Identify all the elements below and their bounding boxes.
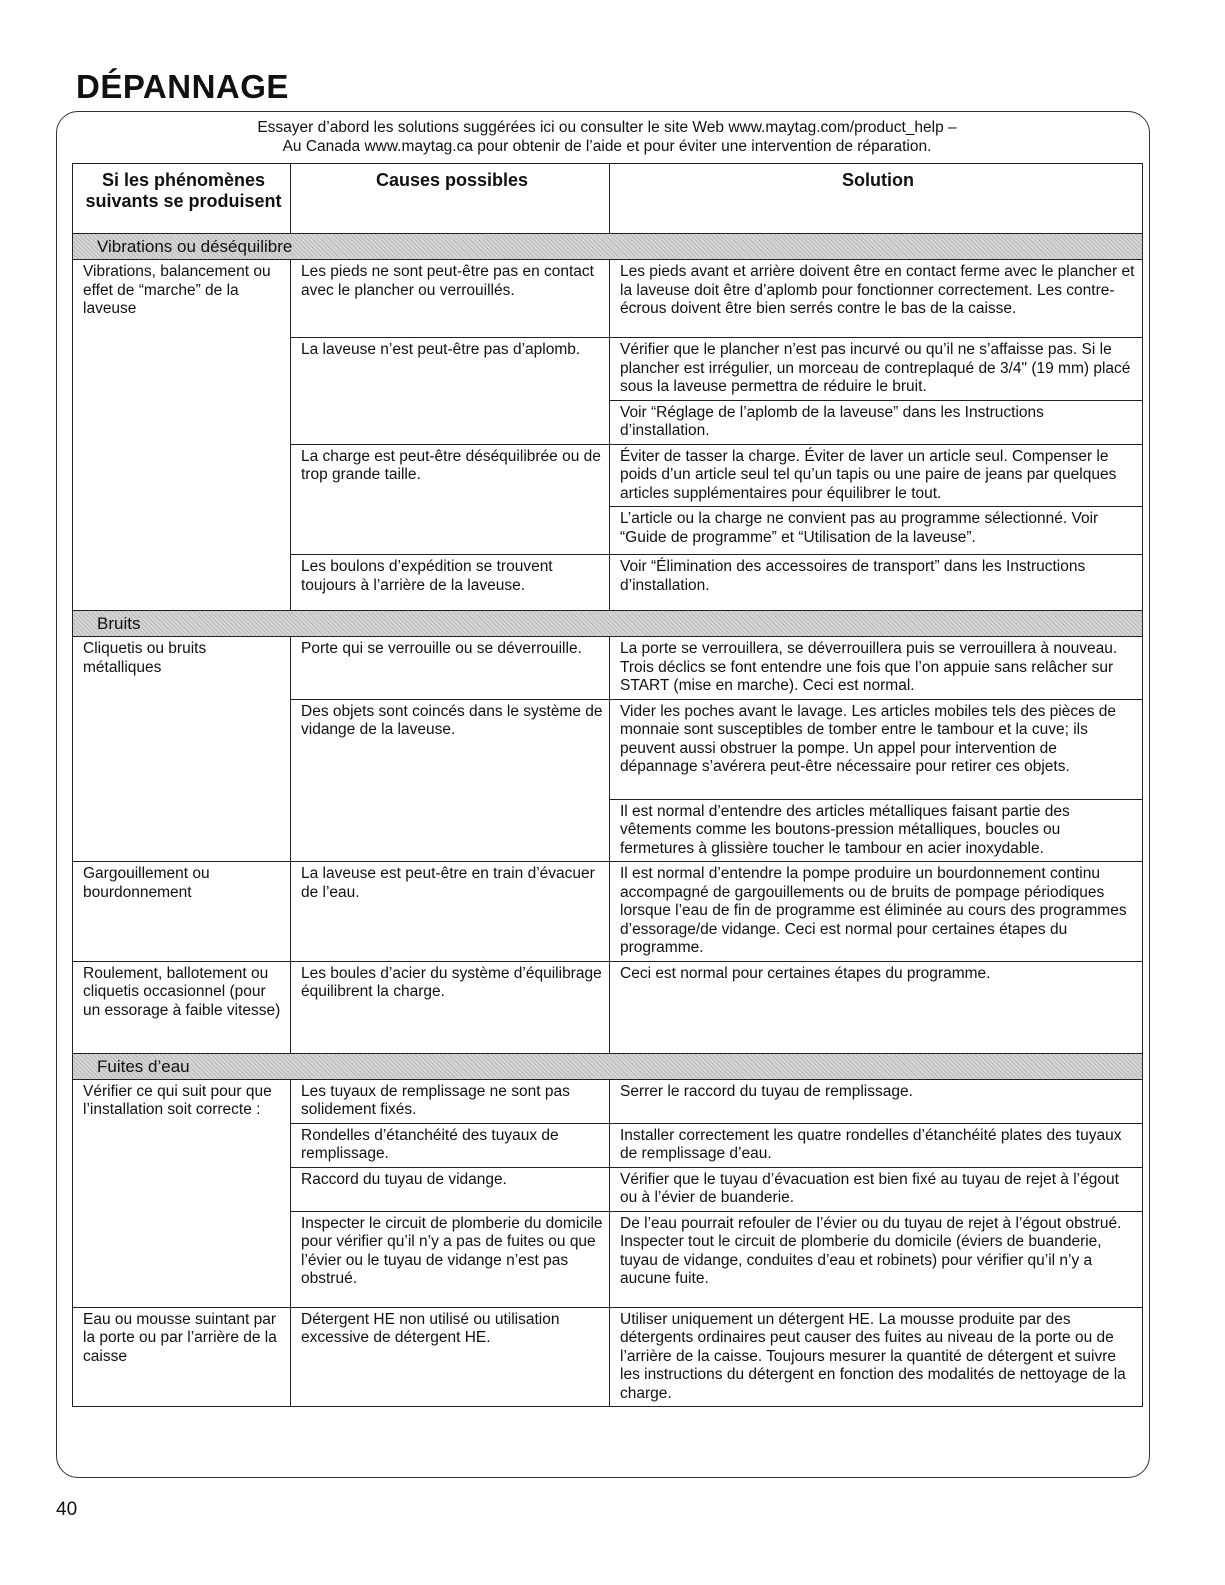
cause-cell: Inspecter le circuit de plomberie du domicile pour vérifier qu’il n’y a pas de fuites ou que l’évier ou le tuyau de vidange n’est pas obstrué. [291, 1211, 610, 1307]
section-title: Bruits [73, 611, 1143, 637]
table-row [73, 260, 1143, 338]
cause-cell: Détergent HE non utilisé ou utilisation excessive de détergent HE. [291, 1307, 610, 1407]
phenomenon-cell: Eau ou mousse suintant par la porte ou par l’arrière de la caisse [73, 1307, 291, 1407]
cause-cell: La laveuse est peut-être en train d’évacuer de l’eau. [291, 862, 610, 962]
solution-cell: Vérifier que le tuyau d’évacuation est bien fixé au tuyau de rejet à l’égout ou à l’évier de buanderie. [610, 1167, 1143, 1211]
solution-cell: Éviter de tasser la charge. Éviter de laver un article seul. Compenser le poids d’un article seul tel qu’un tapis ou une paire de jeans par quelques articles supplémentaires pour équilibrer le tout. [610, 444, 1143, 507]
cause-cell: La charge est peut-être déséquilibrée ou de trop grande taille. [291, 444, 610, 555]
cause-cell: Les boules d’acier du système d’équilibrage équilibrent la charge. [291, 961, 610, 1053]
table-row [73, 862, 1143, 962]
phenomenon-cell: Vibrations, balancement ou effet de “marche” de la laveuse [73, 260, 291, 611]
phenomenon-cell: Roulement, ballotement ou cliquetis occasionnel (pour un essorage à faible vitesse) [73, 961, 291, 1053]
cause-cell: Porte qui se verrouille ou se déverrouille. [291, 637, 610, 700]
table-body [73, 234, 1143, 1407]
table-header-row [73, 164, 1143, 234]
solution-cell: Il est normal d’entendre la pompe produire un bourdonnement continu accompagné de gargouillements ou de bruits de pompage périodiques lorsque l’eau de fin de programme est éliminée au cours des programmes d’essorage/de vidange. Ceci est normal pour certaines étapes du programme. [610, 862, 1143, 962]
table-row [73, 637, 1143, 700]
table-row [73, 1307, 1143, 1407]
solution-cell: Vérifier que le plancher n’est pas incurvé ou qu’il ne s’affaisse pas. Si le plancher est irrégulier, un morceau de contreplaqué de 3/4" (19 mm) placé sous la laveuse permettra de réduire le bruit. [610, 338, 1143, 401]
phenomenon-cell: Gargouillement ou bourdonnement [73, 862, 291, 962]
header-solution: Solution [610, 164, 1143, 234]
cause-cell: La laveuse n’est peut-être pas d’aplomb. [291, 338, 610, 445]
page-title: DÉPANNAGE [76, 68, 289, 105]
section-row [73, 234, 1143, 260]
section-row [73, 611, 1143, 637]
phenomenon-cell: Vérifier ce qui suit pour que l’installation soit correcte : [73, 1079, 291, 1307]
cause-cell: Des objets sont coincés dans le système de vidange de la laveuse. [291, 699, 610, 862]
phenomenon-cell: Cliquetis ou bruits métalliques [73, 637, 291, 862]
cause-cell: Rondelles d’étanchéité des tuyaux de remplissage. [291, 1123, 610, 1167]
solution-cell: Ceci est normal pour certaines étapes du programme. [610, 961, 1143, 1053]
section-title: Vibrations ou déséquilibre [73, 234, 1143, 260]
table-row [73, 961, 1143, 1053]
intro-text [72, 118, 1142, 156]
header-causes: Causes possibles [291, 164, 610, 234]
solution-cell: Les pieds avant et arrière doivent être en contact ferme avec le plancher et la laveuse doit être d’aplomb pour fonctionner correctement. Les contre-écrous doivent être bien serrés contre le bas de la caisse. [610, 260, 1143, 338]
intro-line-2: Au Canada www.maytag.ca pour obtenir de l’aide et pour éviter une intervention de réparation. [282, 138, 932, 155]
cause-cell: Les tuyaux de remplissage ne sont pas solidement fixés. [291, 1079, 610, 1123]
header-phenomena: Si les phénomènes suivants se produisent [73, 164, 291, 234]
troubleshooting-table [72, 163, 1143, 1407]
page-number: 40 [56, 1499, 78, 1520]
solution-cell: De l’eau pourrait refouler de l’évier ou du tuyau de rejet à l’égout obstrué. Inspecter tout le circuit de plomberie du domicile (éviers de buanderie, tuyau de vidange, conduites d’eau et robinets) pour vérifier qu’il n’y a aucune fuite. [610, 1211, 1143, 1307]
solution-cell: Serrer le raccord du tuyau de remplissage. [610, 1079, 1143, 1123]
table-row [73, 1079, 1143, 1123]
solution-cell: Utiliser uniquement un détergent HE. La mousse produite par des détergents ordinaires peut causer des fuites au niveau de la porte ou de l’arrière de la caisse. Toujours mesurer la quantité de détergent et suivre les instructions du détergent en fonction des modalités de nettoyage de la charge. [610, 1307, 1143, 1407]
cause-cell: Raccord du tuyau de vidange. [291, 1167, 610, 1211]
solution-cell: Vider les poches avant le lavage. Les articles mobiles tels des pièces de monnaie sont susceptibles de tomber entre le tambour et la cuve; ils peuvent aussi obstruer la pompe. Un appel pour intervention de dépannage s’avérera peut-être nécessaire pour retirer ces objets. [610, 699, 1143, 799]
solution-cell: L’article ou la charge ne convient pas au programme sélectionné. Voir “Guide de programme” et “Utilisation de la laveuse”. [610, 507, 1143, 555]
cause-cell: Les boulons d’expédition se trouvent toujours à l’arrière de la laveuse. [291, 555, 610, 611]
solution-cell: La porte se verrouillera, se déverrouillera puis se verrouillera à nouveau. Trois déclics se font entendre une fois que l’on appuie sans relâcher sur START (mise en marche). Ceci est normal. [610, 637, 1143, 700]
section-title: Fuites d’eau [73, 1053, 1143, 1079]
solution-cell: Il est normal d’entendre des articles métalliques faisant partie des vêtements comme les boutons-pression métalliques, boucles ou fermetures à glissière toucher le tambour en acier inoxydable. [610, 799, 1143, 862]
solution-cell: Installer correctement les quatre rondelles d’étanchéité plates des tuyaux de remplissage d’eau. [610, 1123, 1143, 1167]
solution-cell: Voir “Réglage de l’aplomb de la laveuse” dans les Instructions d’installation. [610, 400, 1143, 444]
cause-cell: Les pieds ne sont peut-être pas en contact avec le plancher ou verrouillés. [291, 260, 610, 338]
intro-line-1: Essayer d’abord les solutions suggérées ici ou consulter le site Web www.maytag.com/product_help – [257, 119, 957, 136]
solution-cell: Voir “Élimination des accessoires de transport” dans les Instructions d’installation. [610, 555, 1143, 611]
section-row [73, 1053, 1143, 1079]
